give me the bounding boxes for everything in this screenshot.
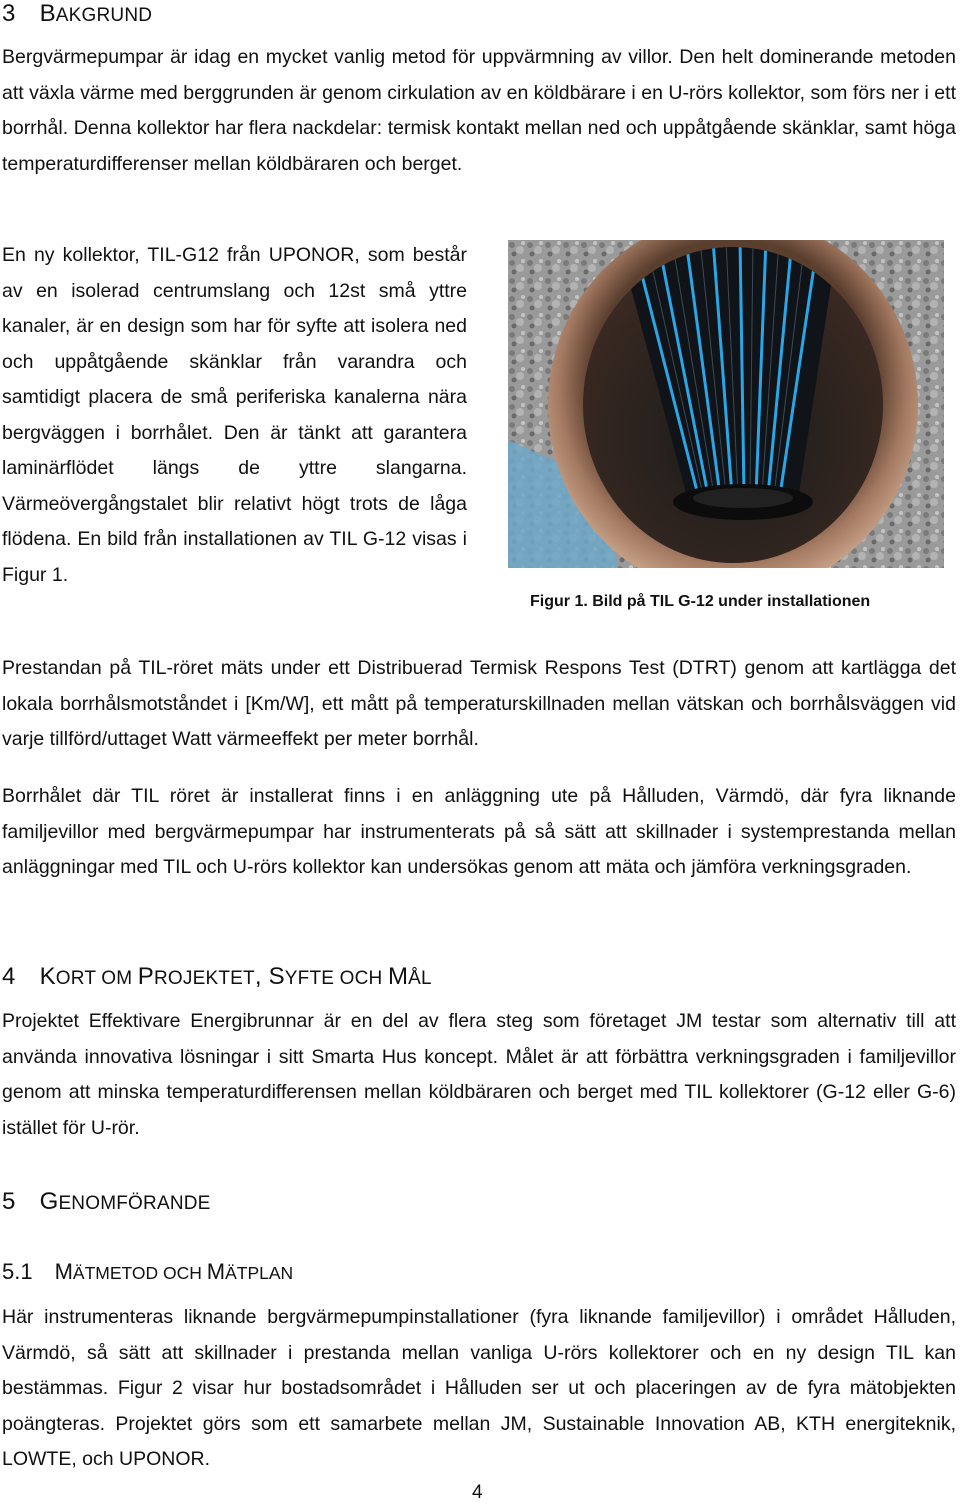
section-5-1-paragraph-1: Här instrumenteras liknande bergvärmepumpinstallationer (fyra liknande familjevillor) i området Hålluden, Värmdö, så sätt att skillnader i prestanda mellan vanliga U-rörs kollektorer och en ny design TIL kan bestämmas. Figur 2 visar hur bostadsområdet i Hålluden ser ut och placeringen av de fyra mätobjekten poängteras. Projektet görs som ett samarbete mellan JM, Sustainable Innovation AB, KTH energiteknik, LOWTE, och UPONOR. <box>2 1306 956 1470</box>
section-number: 3 <box>2 0 16 27</box>
section-3-paragraph-3: Prestandan på TIL-röret mäts under ett Distribuerad Termisk Respons Test (DTRT) genom att kartlägga det lokala borrhålsmotståndet i [Km/W], ett mått på temperaturskillnaden mellan vätskan och borrhålsväggen vid varje tillförd/uttaget Watt värmeeffekt per meter borrhål. <box>2 657 956 750</box>
heading-part: ORT OM <box>55 968 138 989</box>
section-3-paragraph-2: En ny kollektor, TIL-G12 från UPONOR, som består av en isolerad centrumslang och 12st små yttre kanaler, är en design som har för syfte att isolera ned och uppåtgående skänklar från varandra och samtidigt placera de små periferiska kanalerna nära bergväggen i borrhålet. Den är tänkt att garantera laminärflödet längs de yttre slangarna. Värmeövergångstalet blir relativt högt trots de låga flödena. En bild från installationen av TIL G-12 visas i Figur 1. <box>2 244 467 586</box>
heading-part: P <box>137 963 154 990</box>
heading-part: M <box>387 963 409 990</box>
section-number: 5 <box>2 1188 16 1215</box>
heading-initial: G <box>39 1188 59 1215</box>
heading-part: YFTE OCH <box>284 968 388 989</box>
section-4-heading <box>2 963 432 991</box>
heading-part: ROJEKTET <box>153 968 255 989</box>
section-number: 5.1 <box>2 1259 33 1284</box>
heading-rest: AKGRUND <box>55 5 153 26</box>
heading-rest: ENOMFÖRANDE <box>58 1193 211 1214</box>
heading-part: S <box>268 963 285 990</box>
figure-1-photo <box>508 240 944 568</box>
heading-part: ÄTPLAN <box>225 1263 294 1283</box>
section-4-paragraph-1: Projektet Effektivare Energibrunnar är en del av flera steg som företaget JM testar som alternativ till att använda innovativa lösningar i sitt Smarta Hus koncept. Målet är att förbättra verkningsgraden i familjevillor genom att minska temperaturdifferensen mellan köldbäraren och berget med TIL kollektorer (G-12 eller G-6) istället för U-rör. <box>2 1010 956 1139</box>
heading-initial: B <box>39 0 56 27</box>
section-5-1-heading <box>2 1259 293 1285</box>
page-number: 4 <box>472 1482 483 1503</box>
figure-1-caption: Figur 1. Bild på TIL G-12 under installationen <box>530 593 871 610</box>
section-number: 4 <box>2 963 16 990</box>
heading-part: M <box>206 1259 226 1284</box>
heading-part: , <box>254 963 269 990</box>
heading-part: K <box>39 963 56 990</box>
section-3-heading <box>2 0 152 28</box>
section-3-paragraph-1: Bergvärmepumpar är idag en mycket vanlig metod för uppvärmning av villor. Den helt dominerande metoden att växla värme med berggrunden är genom cirkulation av en köldbärare i en U-rörs kollektor, som förs ner i ett borrhål. Denna kollektor har flera nackdelar: termisk kontakt mellan ned och uppåtgående skänklar, samt höga temperaturdifferenser mellan köldbäraren och berget. <box>2 46 956 175</box>
heading-part: ÄTMETOD OCH <box>72 1263 207 1283</box>
heading-part: ÅL <box>408 968 432 989</box>
section-5-heading <box>2 1188 211 1216</box>
heading-part: M <box>54 1259 73 1284</box>
section-3-paragraph-4: Borrhålet där TIL röret är installerat finns i en anläggning ute på Hålluden, Värmdö, där fyra liknande familjevillor med bergvärmepumpar har instrumenterats på så sätt att skillnader i systemprestanda mellan anläggningar med TIL och U-rörs kollektor kan undersökas genom att mäta och jämföra verkningsgraden. <box>2 785 956 878</box>
